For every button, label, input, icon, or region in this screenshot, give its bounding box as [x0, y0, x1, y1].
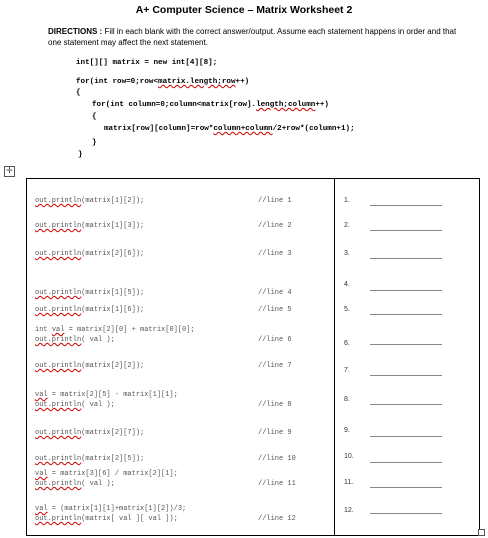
line-comment: //line 4 [258, 289, 292, 297]
code-brace: } [92, 139, 97, 147]
spellcheck-squiggle: out.println [35, 336, 82, 344]
line-comment: //line 7 [258, 362, 292, 370]
code-line [35, 391, 178, 400]
spellcheck-squiggle: val [35, 391, 48, 399]
code-line [35, 401, 115, 410]
answer-blank[interactable] [370, 344, 442, 345]
line-comment: //line 9 [258, 429, 292, 437]
directions-body: Fill in each blank with the correct answer/output. Assume each statement happens in order and that one statement may affect the next statement. [48, 27, 457, 47]
spellcheck-squiggle: val [35, 505, 48, 513]
spellcheck-squiggle: val [35, 470, 48, 478]
move-handle-icon[interactable]: ✛ [4, 166, 15, 177]
answer-blank[interactable] [370, 404, 442, 405]
answer-number: 8. [344, 396, 350, 403]
code-text: = matrix[3][6] / matrix[2][1]; [47, 470, 178, 478]
code-line [35, 336, 115, 345]
table-column-divider [334, 178, 335, 536]
answer-blank[interactable] [370, 513, 442, 514]
answer-blank[interactable] [370, 375, 442, 376]
answer-number: 5. [344, 306, 350, 313]
code-text: = matrix[2][5] - matrix[1][1]; [47, 391, 178, 399]
answer-blank[interactable] [370, 205, 442, 206]
code-text: (matrix[1][3]); [81, 222, 145, 230]
line-comment: //line 2 [258, 222, 292, 230]
code-text: (matrix[2][5]); [81, 455, 145, 463]
line-comment: //line 1 [258, 197, 292, 205]
code-brace: } [78, 151, 83, 159]
spellcheck-squiggle: length;column [256, 101, 316, 109]
answer-blank[interactable] [370, 314, 442, 315]
answer-number: 6. [344, 340, 350, 347]
code-text: ( val ); [81, 336, 115, 344]
spellcheck-squiggle: out.println [35, 222, 82, 230]
worksheet-title: A+ Computer Science – Matrix Worksheet 2 [135, 4, 353, 16]
spellcheck-squiggle: val [51, 326, 65, 334]
code-line [35, 515, 178, 524]
answer-number: 7. [344, 367, 350, 374]
answer-blank[interactable] [370, 290, 442, 291]
code-text: ( val ); [81, 401, 115, 409]
code-inner-loop: for(int column=0;column<matrix[row].length;column++) [92, 101, 329, 109]
code-line [35, 429, 144, 438]
line-comment: //line 3 [258, 250, 292, 258]
answer-number: 10. [344, 453, 354, 460]
spellcheck-squiggle: out.println [35, 306, 82, 314]
code-text: (matrix[2][6]); [81, 250, 145, 258]
code-line [35, 362, 144, 371]
directions-text [48, 26, 458, 48]
code-text: (matrix[ val ][ val ]); [81, 515, 178, 523]
answer-blank[interactable] [370, 462, 442, 463]
code-text: (matrix[1][6]); [81, 306, 145, 314]
answer-blank[interactable] [370, 436, 442, 437]
code-line [35, 289, 144, 298]
resize-handle-icon[interactable] [478, 529, 485, 536]
spellcheck-squiggle: column+column [213, 125, 273, 133]
spellcheck-squiggle: out.println [35, 429, 82, 437]
code-line [35, 197, 144, 206]
answer-blank[interactable] [370, 487, 442, 488]
line-comment: //line 5 [258, 306, 292, 314]
spellcheck-squiggle: out.println [35, 480, 82, 488]
line-comment: //line 11 [258, 480, 296, 488]
code-brace: { [92, 113, 97, 121]
answer-number: 4. [344, 281, 350, 288]
spellcheck-squiggle: out.println [35, 515, 82, 523]
answer-number: 12. [344, 507, 354, 514]
code-text: = matrix[2][0] + matrix[0][0]; [64, 326, 195, 334]
code-line [35, 480, 115, 489]
line-comment: //line 12 [258, 515, 296, 523]
code-line [35, 326, 195, 335]
spellcheck-squiggle: out.println [35, 197, 82, 205]
line-comment: //line 10 [258, 455, 296, 463]
code-line [35, 455, 144, 464]
code-text: (matrix[1][2]); [81, 197, 145, 205]
answer-number: 2. [344, 222, 350, 229]
code-text: (matrix[2][7]); [81, 429, 145, 437]
spellcheck-squiggle: out.println [35, 401, 82, 409]
code-text: (matrix[2][2]); [81, 362, 145, 370]
spellcheck-squiggle: matrix.length;row [158, 78, 236, 86]
code-line [35, 250, 144, 259]
code-body: matrix[row][column]=row*column+column/2+row*(column+1); [104, 125, 355, 133]
code-brace: { [76, 89, 81, 97]
answer-number: 9. [344, 427, 350, 434]
answer-number: 11. [344, 479, 354, 486]
answer-number: 3. [344, 250, 350, 257]
code-line [35, 505, 186, 514]
answer-blank[interactable] [370, 230, 442, 231]
directions-label: DIRECTIONS : [48, 27, 103, 36]
code-text: ( val ); [81, 480, 115, 488]
code-text: = (matrix[1][1]+matrix[1][2])/3; [47, 505, 187, 513]
code-text: (matrix[1][5]); [81, 289, 145, 297]
code-line [35, 222, 144, 231]
code-declaration: int[][] matrix = new int[4][8]; [76, 59, 218, 67]
spellcheck-squiggle: out.println [35, 455, 82, 463]
line-comment: //line 8 [258, 401, 292, 409]
spellcheck-squiggle: out.println [35, 289, 82, 297]
code-outer-loop: for(int row=0;row<matrix.length;row++) [76, 78, 250, 86]
code-line [35, 306, 144, 315]
code-line [35, 470, 178, 479]
answer-number: 1. [344, 197, 350, 204]
code-text: int [35, 326, 52, 334]
spellcheck-squiggle: out.println [35, 250, 82, 258]
line-comment: //line 6 [258, 336, 292, 344]
answer-blank[interactable] [370, 258, 442, 259]
spellcheck-squiggle: out.println [35, 362, 82, 370]
